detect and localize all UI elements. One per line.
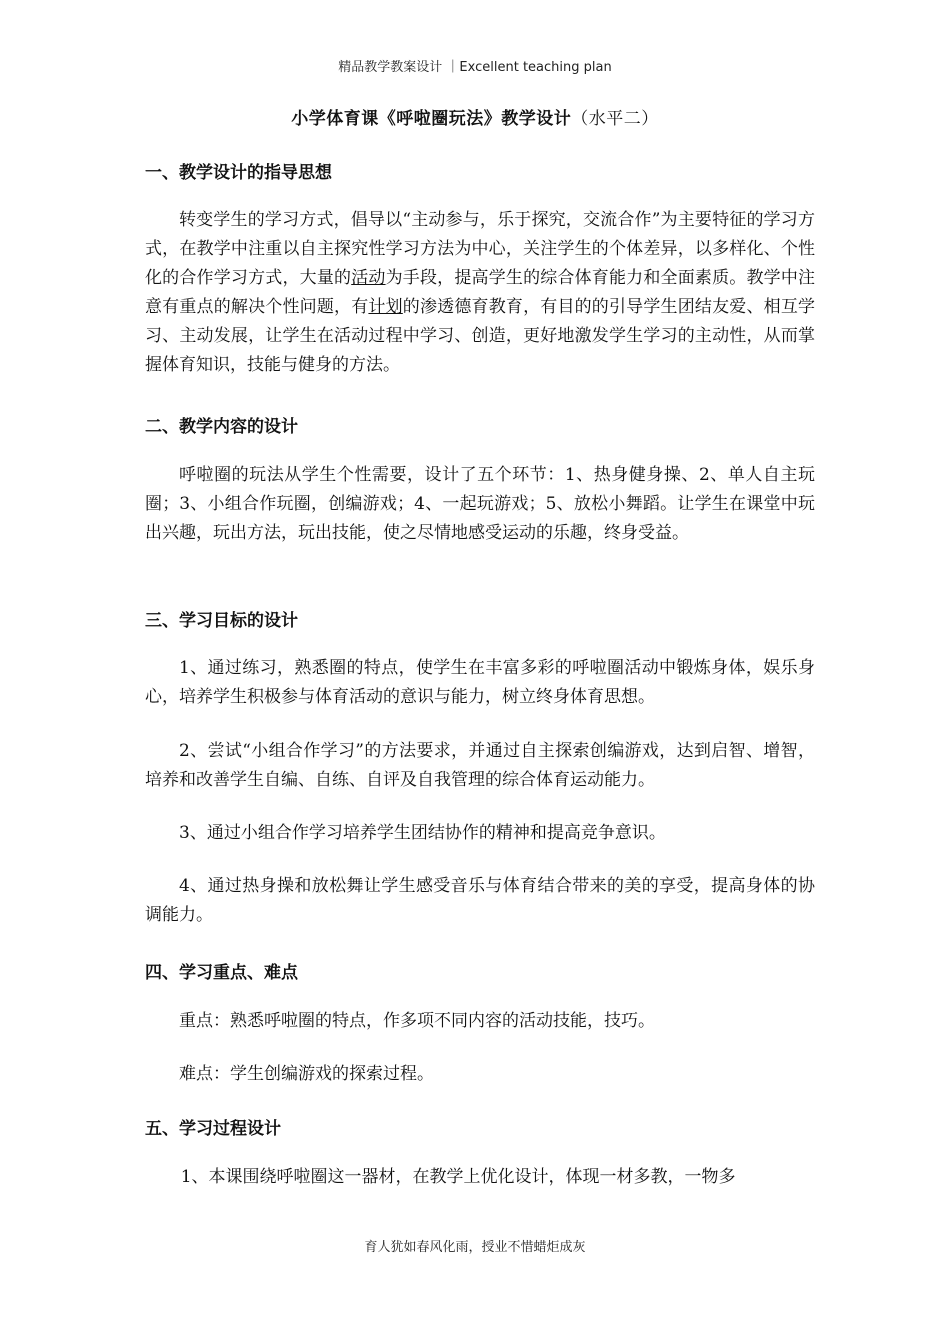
s1-link-activity[interactable]: 活动: [351, 268, 386, 288]
s1-text-b: 为手段，提高学生的综合体育能力和全面素质。教学中注意有重点的解决个性问题，有: [145, 268, 816, 317]
section-3-heading: 三、学习目标的设计: [145, 611, 298, 631]
goal-item-4: 4、通过热身操和放松舞让学生感受音乐与体育结合带来的美的享受，提高身体的协调能力。: [145, 876, 815, 925]
section-5-paragraph: 1、本课围绕呼啦圈这一器材，在教学上优化设计，体现一材多教，一物多: [180, 1167, 736, 1187]
section-4-heading: 四、学习重点、难点: [145, 963, 298, 983]
key-point: 重点：熟悉呼啦圈的特点，作多项不同内容的活动技能，技巧。: [179, 1011, 655, 1031]
difficult-point: 难点：学生创编游戏的探索过程。: [179, 1064, 434, 1084]
title-sub: （水平二）: [571, 109, 659, 129]
title-main: 小学体育课《呼啦圈玩法》教学设计: [291, 109, 572, 129]
goal-item-3: 3、通过小组合作学习培养学生团结协作的精神和提高竞争意识。: [179, 823, 666, 843]
s1-text-a: 转变学生的学习方式，倡导以“主动参与，乐于探究，交流合作”为主要特征的学习方式，在教学中注重以自主探究性学习方法为中心，关注学生的个体差异，以多样化、个性化的合作学习方式，大量的: [145, 210, 815, 288]
page-footer: 育人犹如春风化雨，授业不惜蜡炬成灰: [364, 1240, 586, 1255]
goal-item-2: 2、尝试“小组合作学习”的方法要求，并通过自主探索创编游戏，达到启智、增智，培养和改善学生自编、自练、自评及自我管理的综合体育运动能力。: [145, 741, 815, 790]
section-5-heading: 五、学习过程设计: [145, 1119, 281, 1139]
s1-link-plan[interactable]: 计划: [368, 297, 403, 317]
goal-item-1: 1、通过练习，熟悉圈的特点，使学生在丰富多彩的呼啦圈活动中锻炼身体，娱乐身心，培养学生积极参与体育活动的意识与能力，树立终身体育思想。: [145, 658, 815, 707]
section-1-paragraph: [145, 206, 815, 380]
s1-text-c: 的渗透德育教育，有目的的引导学生团结友爱、相互学习、主动发展，让学生在活动过程中学习、创造，更好地激发学生学习的主动性，从而掌握体育知识，技能与健身的方法。: [145, 297, 816, 375]
section-1-heading: 一、教学设计的指导思想: [145, 163, 332, 183]
section-2-heading: 二、教学内容的设计: [145, 417, 298, 437]
page-header: 精品教学教案设计 ｜Excellent teaching plan: [338, 60, 612, 75]
section-2-paragraph: 呼啦圈的玩法从学生个性需要，设计了五个环节：1、热身健身操、2、单人自主玩圈；3、小组合作玩圈，创编游戏；4、一起玩游戏；5、放松小舞蹈。让学生在课堂中玩出兴趣，玩出方法，玩出技能，使之尽情地感受运动的乐趣，终身受益。: [145, 465, 815, 543]
document-title: [0, 104, 950, 129]
